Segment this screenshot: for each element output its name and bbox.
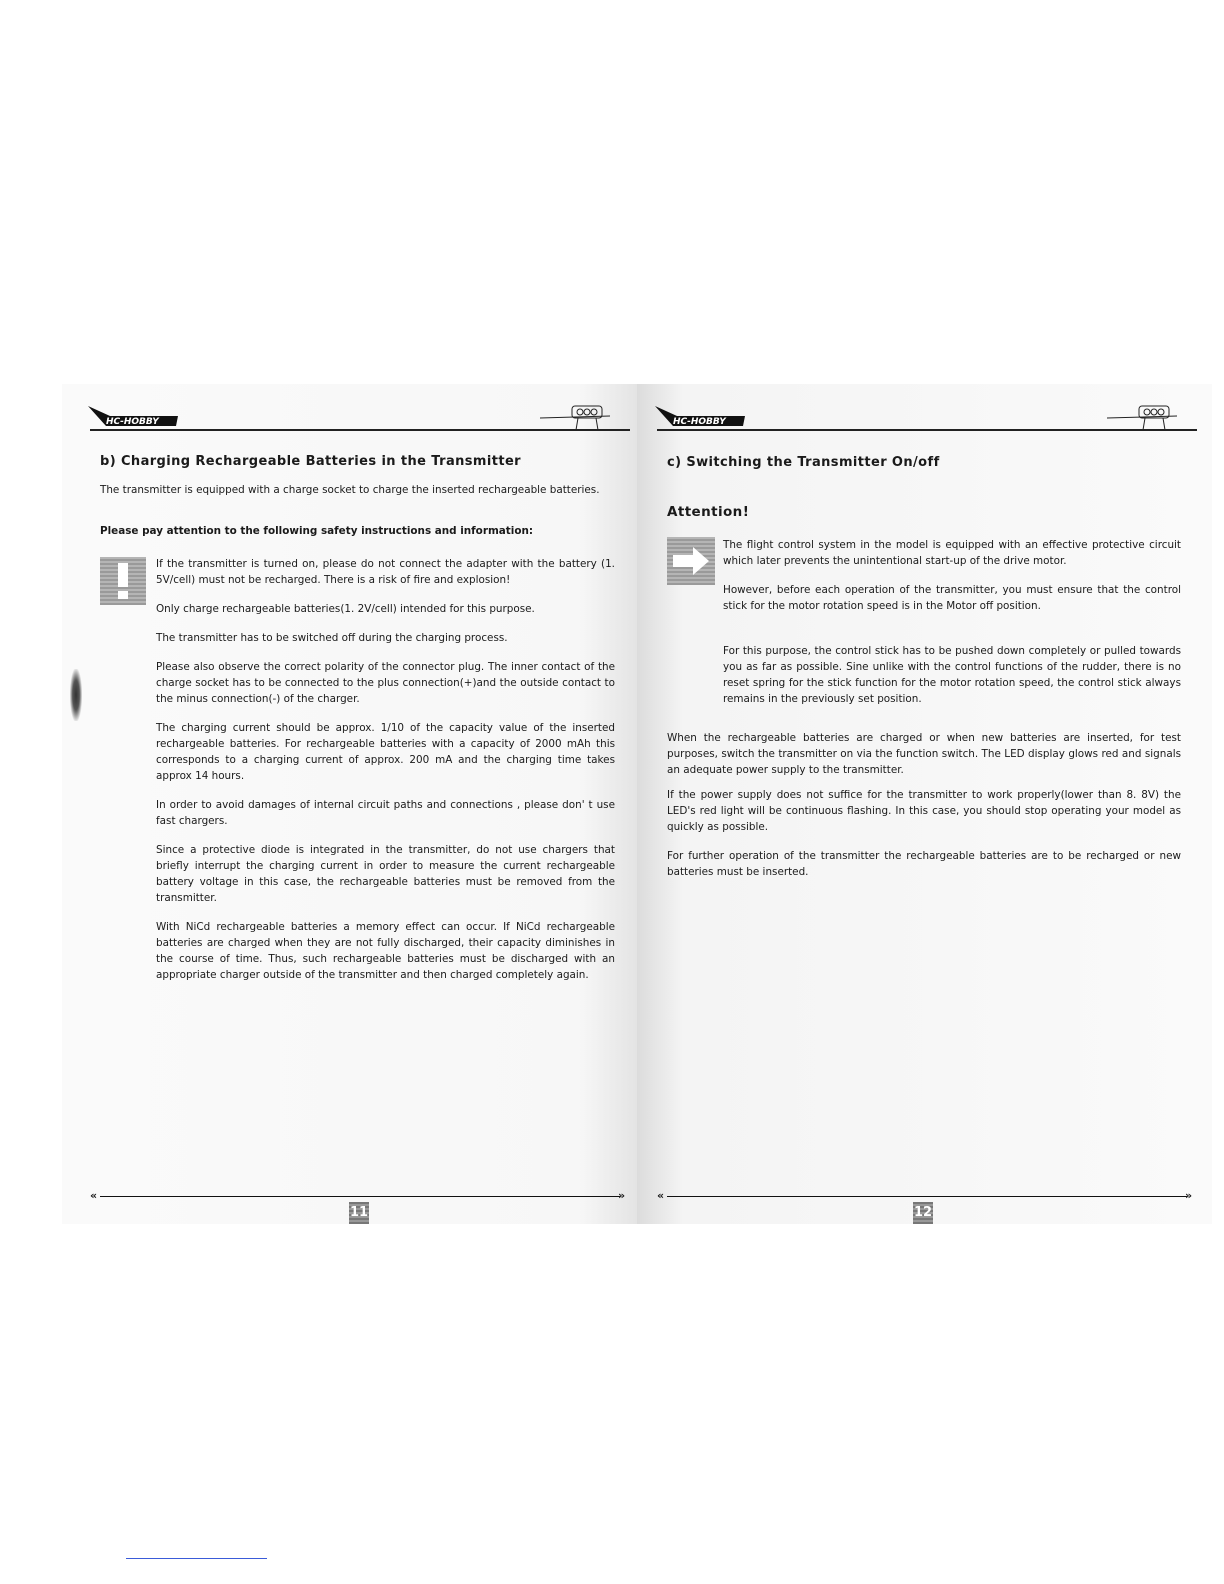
safety-paragraph: With NiCd rechargeable batteries a memory effect can occur. If NiCd rechargeable batteries are charged when they are not fully discharged, their capacity diminishes in the course of time. Thus, such rechargeable batteries must be discharged with an appropriate charger outside of the transmitter and then charged completely again.	[156, 921, 615, 981]
footer-right-mark: »	[618, 1189, 623, 1202]
footer-rule	[100, 1196, 620, 1197]
link-underline	[126, 1558, 267, 1559]
footer-left-mark: «	[657, 1189, 662, 1202]
manual-spread	[62, 384, 1212, 1224]
right-page	[637, 384, 1212, 1224]
attention-box	[667, 537, 715, 585]
scan-smudge	[70, 669, 82, 721]
airplane-icon	[1107, 402, 1177, 436]
body-paragraph: If the power supply does not suffice for the transmitter to work properly(lower than 8. 8V) the LED's red light will be continuous flashing. In this case, you should stop operating your model as quickly as possible.	[667, 789, 1181, 833]
body-paragraph: When the rechargeable batteries are charged or when new batteries are inserted, for test purposes, switch the transmitter on via the function switch. The LED display glows red and signals an adequate power supply to the transmitter.	[667, 732, 1181, 776]
attention-label: Attention!	[667, 504, 750, 520]
attention-paragraph: However, before each operation of the transmitter, you must ensure that the control stick for the motor rotation speed is in the Motor off position.	[723, 584, 1181, 612]
page-number: 11	[349, 1202, 369, 1224]
body-paragraph: For further operation of the transmitter the rechargeable batteries are to be recharged or new batteries must be inserted.	[667, 850, 1181, 878]
safety-paragraph: Only charge rechargeable batteries(1. 2V/cell) intended for this purpose.	[156, 603, 535, 615]
safety-title: Please pay attention to the following safety instructions and information:	[100, 525, 534, 537]
safety-paragraph: Since a protective diode is integrated in the transmitter, do not use chargers that briefly interrupt the charging current in order to measure the current rechargeable battery voltage in this case, the rechargeable batteries must be removed from the transmitter.	[156, 844, 615, 904]
safety-paragraph: Please also observe the correct polarity of the connector plug. The inner contact of the charge socket has to be connected to the plus connection(+)and the outside contact to the minus connection(-) of the charger.	[156, 661, 615, 705]
safety-paragraph: The charging current should be approx. 1/10 of the capacity value of the inserted rechargeable batteries. For rechargeable batteries with a capacity of 2000 mAh this corresponds to a charging current of approx. 200 mA and the charging time takes approx 14 hours.	[156, 722, 615, 782]
footer-left-mark: «	[90, 1189, 95, 1202]
safety-paragraph: If the transmitter is turned on, please do not connect the adapter with the battery (1. 5V/cell) must not be recharged. There is a risk of fire and explosion!	[156, 558, 615, 586]
attention-paragraph: For this purpose, the control stick has to be pushed down completely or pulled towards you as far as possible. Sine unlike with the control functions of the rudder, there is no reset spring for the stick function for the motor rotation speed, the control stick always remains in the previously set position.	[723, 645, 1181, 705]
warning-icon	[100, 557, 146, 605]
page-number: 12	[913, 1202, 933, 1224]
section-heading: c) Switching the Transmitter On/off	[667, 455, 940, 470]
safety-paragraph: In order to avoid damages of internal circuit paths and connections , please don' t use fast chargers.	[156, 799, 615, 827]
exclamation-icon	[118, 563, 128, 587]
section-heading: b) Charging Rechargeable Batteries in the Transmitter	[100, 454, 521, 469]
footer-rule	[667, 1196, 1187, 1197]
footer-right-mark: »	[1185, 1189, 1190, 1202]
safety-paragraph: The transmitter has to be switched off during the charging process.	[156, 632, 508, 644]
attention-paragraph: The flight control system in the model is equipped with an effective protective circuit which later prevents the unintentional start-up of the drive motor.	[723, 539, 1181, 567]
logo-text: HC-HOBBY	[673, 417, 726, 427]
left-page	[62, 384, 637, 1224]
arrow-right-icon	[667, 537, 715, 585]
airplane-icon	[540, 402, 610, 436]
logo-text: HC-HOBBY	[106, 417, 159, 427]
intro-paragraph: The transmitter is equipped with a charge socket to charge the inserted rechargeable batteries.	[100, 484, 600, 496]
